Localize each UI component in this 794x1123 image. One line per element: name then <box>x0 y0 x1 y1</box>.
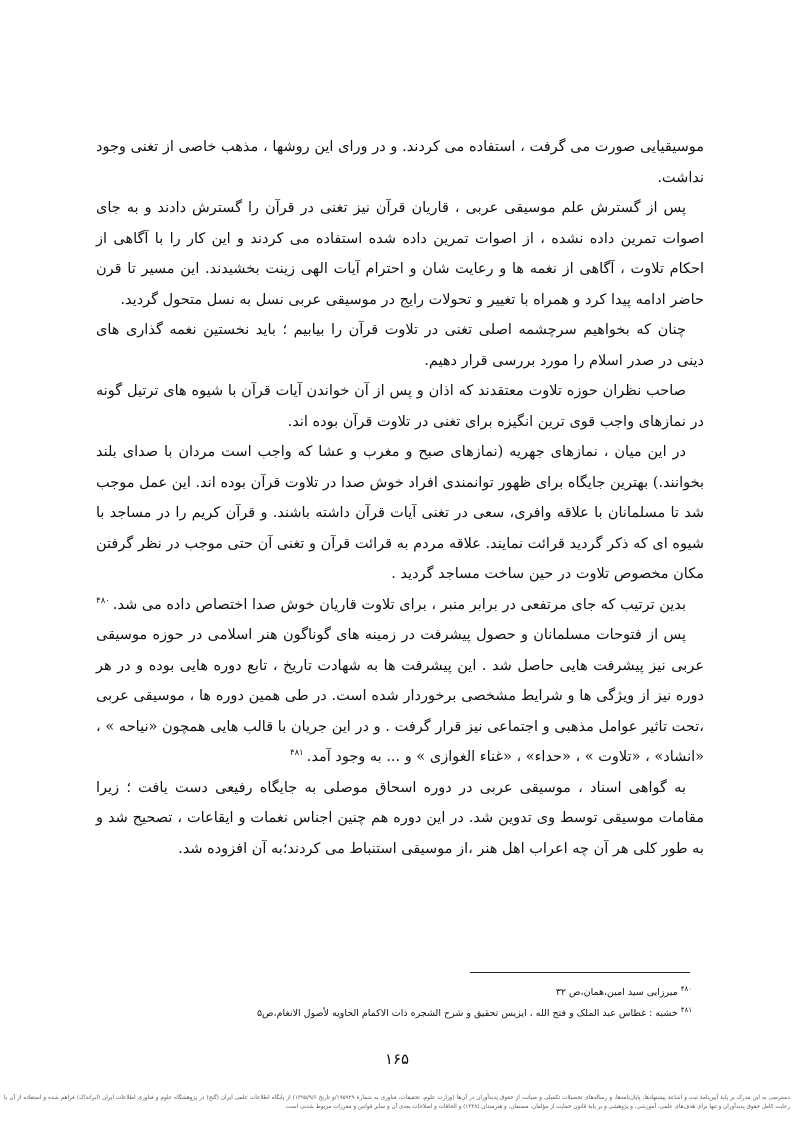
paragraph-text: موسیقیایی صورت می گرفت ، استفاده می کردند. و در ورای این روشها ، مذهب خاصی از تغنی وجود نداشت. <box>96 139 704 186</box>
footnote-number: ۴۸۱ <box>680 1005 692 1014</box>
paragraph <box>96 193 704 315</box>
paragraph-text: صاحب نظران حوزه تلاوت معتقدند که اذان و پس از آن خواندن آیات قرآن با شیوه های ترتیل گونه در نمازهای واجب قوی ترین انگیزه برای تغنی در تلاوت قرآن بوده اند. <box>96 383 704 430</box>
footnote-item <box>96 1003 692 1024</box>
footnote-item <box>96 982 692 1003</box>
page-number: ۱۶۵ <box>384 1050 410 1068</box>
paragraph-text: به گواهی اسناد ، موسیقی عربی در دوره اسحاق موصلی به جایگاه رفیعی دست یافت ؛ زیرا مقامات موسیقی توسط وی تدوین شد. در این دوره هم چنین اجناس نغمات و ایقاعات ، تصحیح شد و به طور کلی هر آن چه اعراب اهل هنر ،از موسیقی استنباط می کردند؛به آن افزوده شد. <box>96 779 704 857</box>
footnotes <box>96 982 692 1024</box>
paragraph-text: در این میان ، نمازهای جهریه (نمازهای صبح و مغرب و عشا که واجب است مردان با صدای بلند بخوانند.) بهترین جایگاه برای ظهور توانمندی افراد خوش صدا در تلاوت قرآن بوده اند. این عمل موجب شد تا مسلمانان با علاقه وافری، سعی در تغنی آیات قرآن داشته باشند. و قرآن کریم را در مساجد با شیوه ای که ذکر گردید قرائت نمایند. علاقه مردم به قرائت قرآن و تغنی آن حتی موجب در نظر گرفتن مکان مخصوص تلاوت در حین ساخت مساجد گردید . <box>96 444 704 582</box>
footnote-number: ۴۸۰ <box>680 984 692 993</box>
footnote-text: خشبه : غطاس عبد الملک و فتح الله ، ایزیس تحقیق و شرح الشجره ذات الاکمام الحاویه لأصول الانغام،ص۵ <box>256 1008 678 1019</box>
paragraph-text: پس از فتوحات مسلمانان و حصول پیشرفت در زمینه های گوناگون هنر اسلامی در حوزه موسیقی عربی نیز پیشرفت هایی حاصل شد . این پیشرفت ها به شهادت تاریخ ، تابع دوره هایی بوده و در هر دوره نیز از ویژگی ها و شرایط مشخصی برخوردار شده است. در طی همین دوره ها ، موسیقی عربی ،تحت تاثیر عوامل مذهبی و اجتماعی نیز قرار گرفت . و در این جریان با قالب هایی همچون «نیاحه » ، «انشاد» ، «تلاوت » ، «حداء» ، «غناء الغوازی » و ... به وجود آمد. <box>96 627 704 765</box>
paragraph <box>96 773 704 865</box>
footnote-text: میرزایی سید امین،همان،ص ۳۲ <box>555 987 678 998</box>
paragraph <box>96 437 704 590</box>
paragraph-text: بدین ترتیب که جای مرتفعی در برابر منبر ، برای تلاوت قاریان خوش صدا اختصاص داده می شد. <box>112 596 686 613</box>
body-text <box>96 132 704 864</box>
paragraph-text: پس از گسترش علم موسیقی عربی ، قاریان قرآن نیز تغنی در قرآن را گسترش دادند و به جای اصوات تمرین داده نشده ، از اصوات تمرین داده شده استفاده می کردند و این کار را با آگاهی از احکام تلاوت ، آگاهی از نغمه ها و رعایت شان و احترام آیات الهی زینت بخشیدند. این مسیر تا قرن حاضر ادامه پیدا کرد و همراه با تغییر و تحولات رایج در موسیقی عربی نسل به نسل متحول گردید. <box>96 200 704 308</box>
paragraph-text: چنان که بخواهیم سرچشمه اصلی تغنی در تلاوت قرآن را بیابیم ؛ باید نخستین نغمه گذاری های دینی در صدر اسلام را مورد بررسی قرار دهیم. <box>96 322 704 369</box>
paragraph <box>96 376 704 437</box>
paragraph <box>96 315 704 376</box>
footnote-reference[interactable]: ۴۸۱ <box>290 748 304 759</box>
paragraph <box>96 620 704 773</box>
footnote-divider <box>470 972 690 973</box>
paragraph <box>96 590 704 621</box>
paragraph <box>96 132 704 193</box>
footnote-reference[interactable]: ۴۸۰ <box>96 595 110 606</box>
copyright-disclaimer: دسترسی به این مدرک بر پایهٔ آیین‌نامهٔ ثبت و اشاعهٔ پیشنهادها، پایان‌نامه‌ها، و رساله‌های تحصیلات تکمیلی و صیانت از حقوق پدیدآوران در آن‌ها (وزارت علوم، تحقیقات، فناوری به شمارهٔ ۱۹۵۹۲۹/و تاریخ ۱۳۹۵/۹/۶) از پایگاه اطلاعات علمی ایران (گنج) در پژوهشگاه علوم و فناوری اطلاعات ایران (ایرانداک) فراهم شده و استفاده از آن با رعایت کامل حقوق پدیدآوران و تنها برای هدف‌های علمی، آموزشی، و پژوهشی و بر پایهٔ قانون حمایت از مؤلفان، مصنفان، و هنرمندان (۱۳۴۸) و الحاقات و اصلاحات بعدی آن و سایر قوانین و مقررات مربوط شدنی است. <box>4 1095 790 1110</box>
